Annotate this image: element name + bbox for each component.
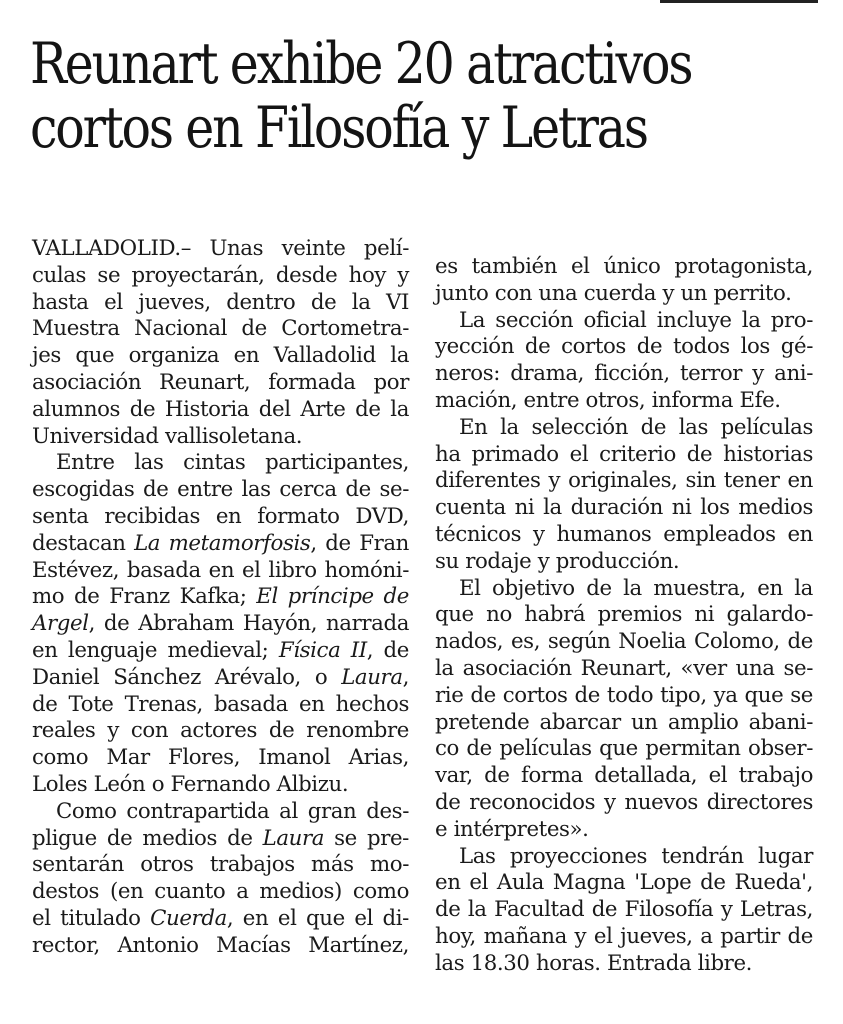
text-line: cuenta ni la duración ni los medios — [435, 495, 813, 521]
paragraph-films — [32, 450, 409, 798]
text-line: Las proyecciones tendrán lugar — [459, 843, 813, 869]
text-run: , en el que el di- — [226, 905, 409, 931]
text-line — [32, 584, 409, 611]
text-line — [32, 906, 409, 933]
text-line: escogidas de entre las cerca de se- — [32, 477, 409, 503]
text-line — [32, 611, 409, 638]
text-line: técnicos y humanos empleados en — [435, 521, 813, 547]
text-line: VALLADOLID.– Unas veinte pelí- — [32, 236, 409, 261]
text-line: destos (en cuanto a medios) como — [32, 879, 409, 905]
text-line: rector, Antonio Macías Martínez, — [32, 932, 409, 958]
text-line: Como contrapartida al gran des- — [56, 798, 409, 824]
film-title: Física II — [278, 637, 367, 663]
text-run: mo de Franz Kafka; — [32, 584, 257, 610]
text-line — [32, 665, 409, 692]
left-column — [32, 236, 409, 960]
text-line: El objetivo de la muestra, en la — [459, 575, 813, 601]
text-line: asociación Reunart, formada por — [32, 369, 409, 395]
paragraph-official-section — [435, 308, 813, 415]
text-line: e intérpretes». — [435, 816, 589, 842]
text-line: en el Aula Magna 'Lope de Rueda', — [435, 870, 813, 896]
film-title: Laura — [262, 825, 325, 851]
text-line: Entre las cintas participantes, — [56, 450, 409, 476]
text-line: junto con una cuerda y un perrito. — [435, 280, 792, 306]
text-line: hoy, mañana y el jueves, a partir de — [435, 923, 813, 949]
headline-line-1: Reunart exhibe 20 atractivos — [30, 31, 692, 97]
text-line: reales y con actores de renombre — [32, 718, 409, 744]
text-line: es también el único protagonista, — [435, 254, 813, 279]
text-run: el titulado — [32, 905, 151, 931]
film-title: Cuerda — [150, 905, 227, 931]
text-line: senta recibidas en formato DVD, — [32, 503, 409, 529]
text-line: que no habrá premios ni galardo- — [435, 602, 813, 628]
film-title: El príncipe de — [256, 584, 409, 610]
paragraph-continuation — [435, 254, 813, 308]
text-line: hasta el jueves, dentro de la VI — [32, 289, 409, 315]
text-line: las 18.30 horas. Entrada libre. — [435, 950, 753, 976]
text-line: yección de cortos de todos los gé- — [435, 334, 813, 360]
text-run: destacan — [32, 530, 135, 556]
text-run: pligue de medios de — [32, 825, 263, 851]
text-line: la asociación Reunart, «ver una se- — [435, 655, 813, 681]
text-run: , de Abraham Hayón, narrada — [88, 611, 409, 637]
paragraph-screenings — [435, 844, 813, 978]
text-run: , de Fran — [310, 530, 409, 556]
paragraph-selection — [435, 415, 813, 576]
text-line: neros: drama, ficción, terror y ani- — [435, 361, 813, 387]
text-line: Universidad vallisoletana. — [32, 423, 303, 449]
text-line: Loles León o Fernando Albizu. — [32, 771, 349, 797]
text-line: pretende abarcar un amplio abani- — [435, 709, 813, 735]
text-run: , de — [366, 637, 409, 663]
text-line: nados, es, según Noelia Colomo, de — [435, 629, 813, 655]
text-line: su rodaje y producción. — [435, 548, 680, 574]
text-line: de Tote Trenas, basada en hechos — [32, 691, 409, 717]
text-line: Muestra Nacional de Cortometra- — [32, 316, 409, 342]
film-title: Laura — [341, 664, 403, 690]
right-column — [435, 254, 813, 978]
text-line — [32, 638, 409, 665]
text-line: alumnos de Historia del Arte de la — [32, 396, 409, 422]
text-line — [32, 826, 409, 853]
film-title: La metamorfosis — [134, 530, 311, 556]
text-line: de reconocidos y nuevos directores — [435, 789, 813, 815]
film-title: Argel — [32, 611, 89, 637]
text-line: co de películas que permitan obser- — [435, 736, 813, 762]
text-run: se pre- — [324, 825, 409, 851]
text-line: jes que organiza en Valladolid la — [32, 343, 409, 369]
text-line: La sección oficial incluye la pro- — [459, 307, 813, 333]
paragraph-counterpart — [32, 799, 409, 960]
text-line — [32, 531, 409, 558]
top-rule — [660, 0, 818, 3]
text-run: Daniel Sánchez Arévalo, o — [32, 664, 342, 690]
text-run: en lenguaje medieval; — [32, 637, 279, 663]
paragraph-objective — [435, 576, 813, 844]
text-line: sentarán otros trabajos más mo- — [32, 852, 409, 878]
headline-line-2: cortos en Filosofía y Letras — [30, 95, 647, 161]
text-line: Estévez, basada en el libro homóni- — [32, 557, 409, 583]
text-run: , — [402, 664, 409, 690]
text-line: mación, entre otros, informa Efe. — [435, 387, 781, 413]
text-line: ha primado el criterio de historias — [435, 441, 813, 467]
paragraph-intro — [32, 236, 409, 450]
text-line: diferentes y originales, sin tener en — [435, 468, 813, 494]
text-line: como Mar Flores, Imanol Arias, — [32, 745, 409, 771]
text-line: En la selección de las películas — [459, 414, 813, 440]
text-line: rie de cortos de todo tipo, ya que se — [435, 682, 813, 708]
text-line: var, de forma detallada, el trabajo — [435, 763, 813, 789]
text-line: culas se proyectarán, desde hoy y — [32, 262, 409, 288]
text-line: de la Facultad de Filosofía y Letras, — [435, 897, 813, 923]
headline — [30, 32, 718, 160]
